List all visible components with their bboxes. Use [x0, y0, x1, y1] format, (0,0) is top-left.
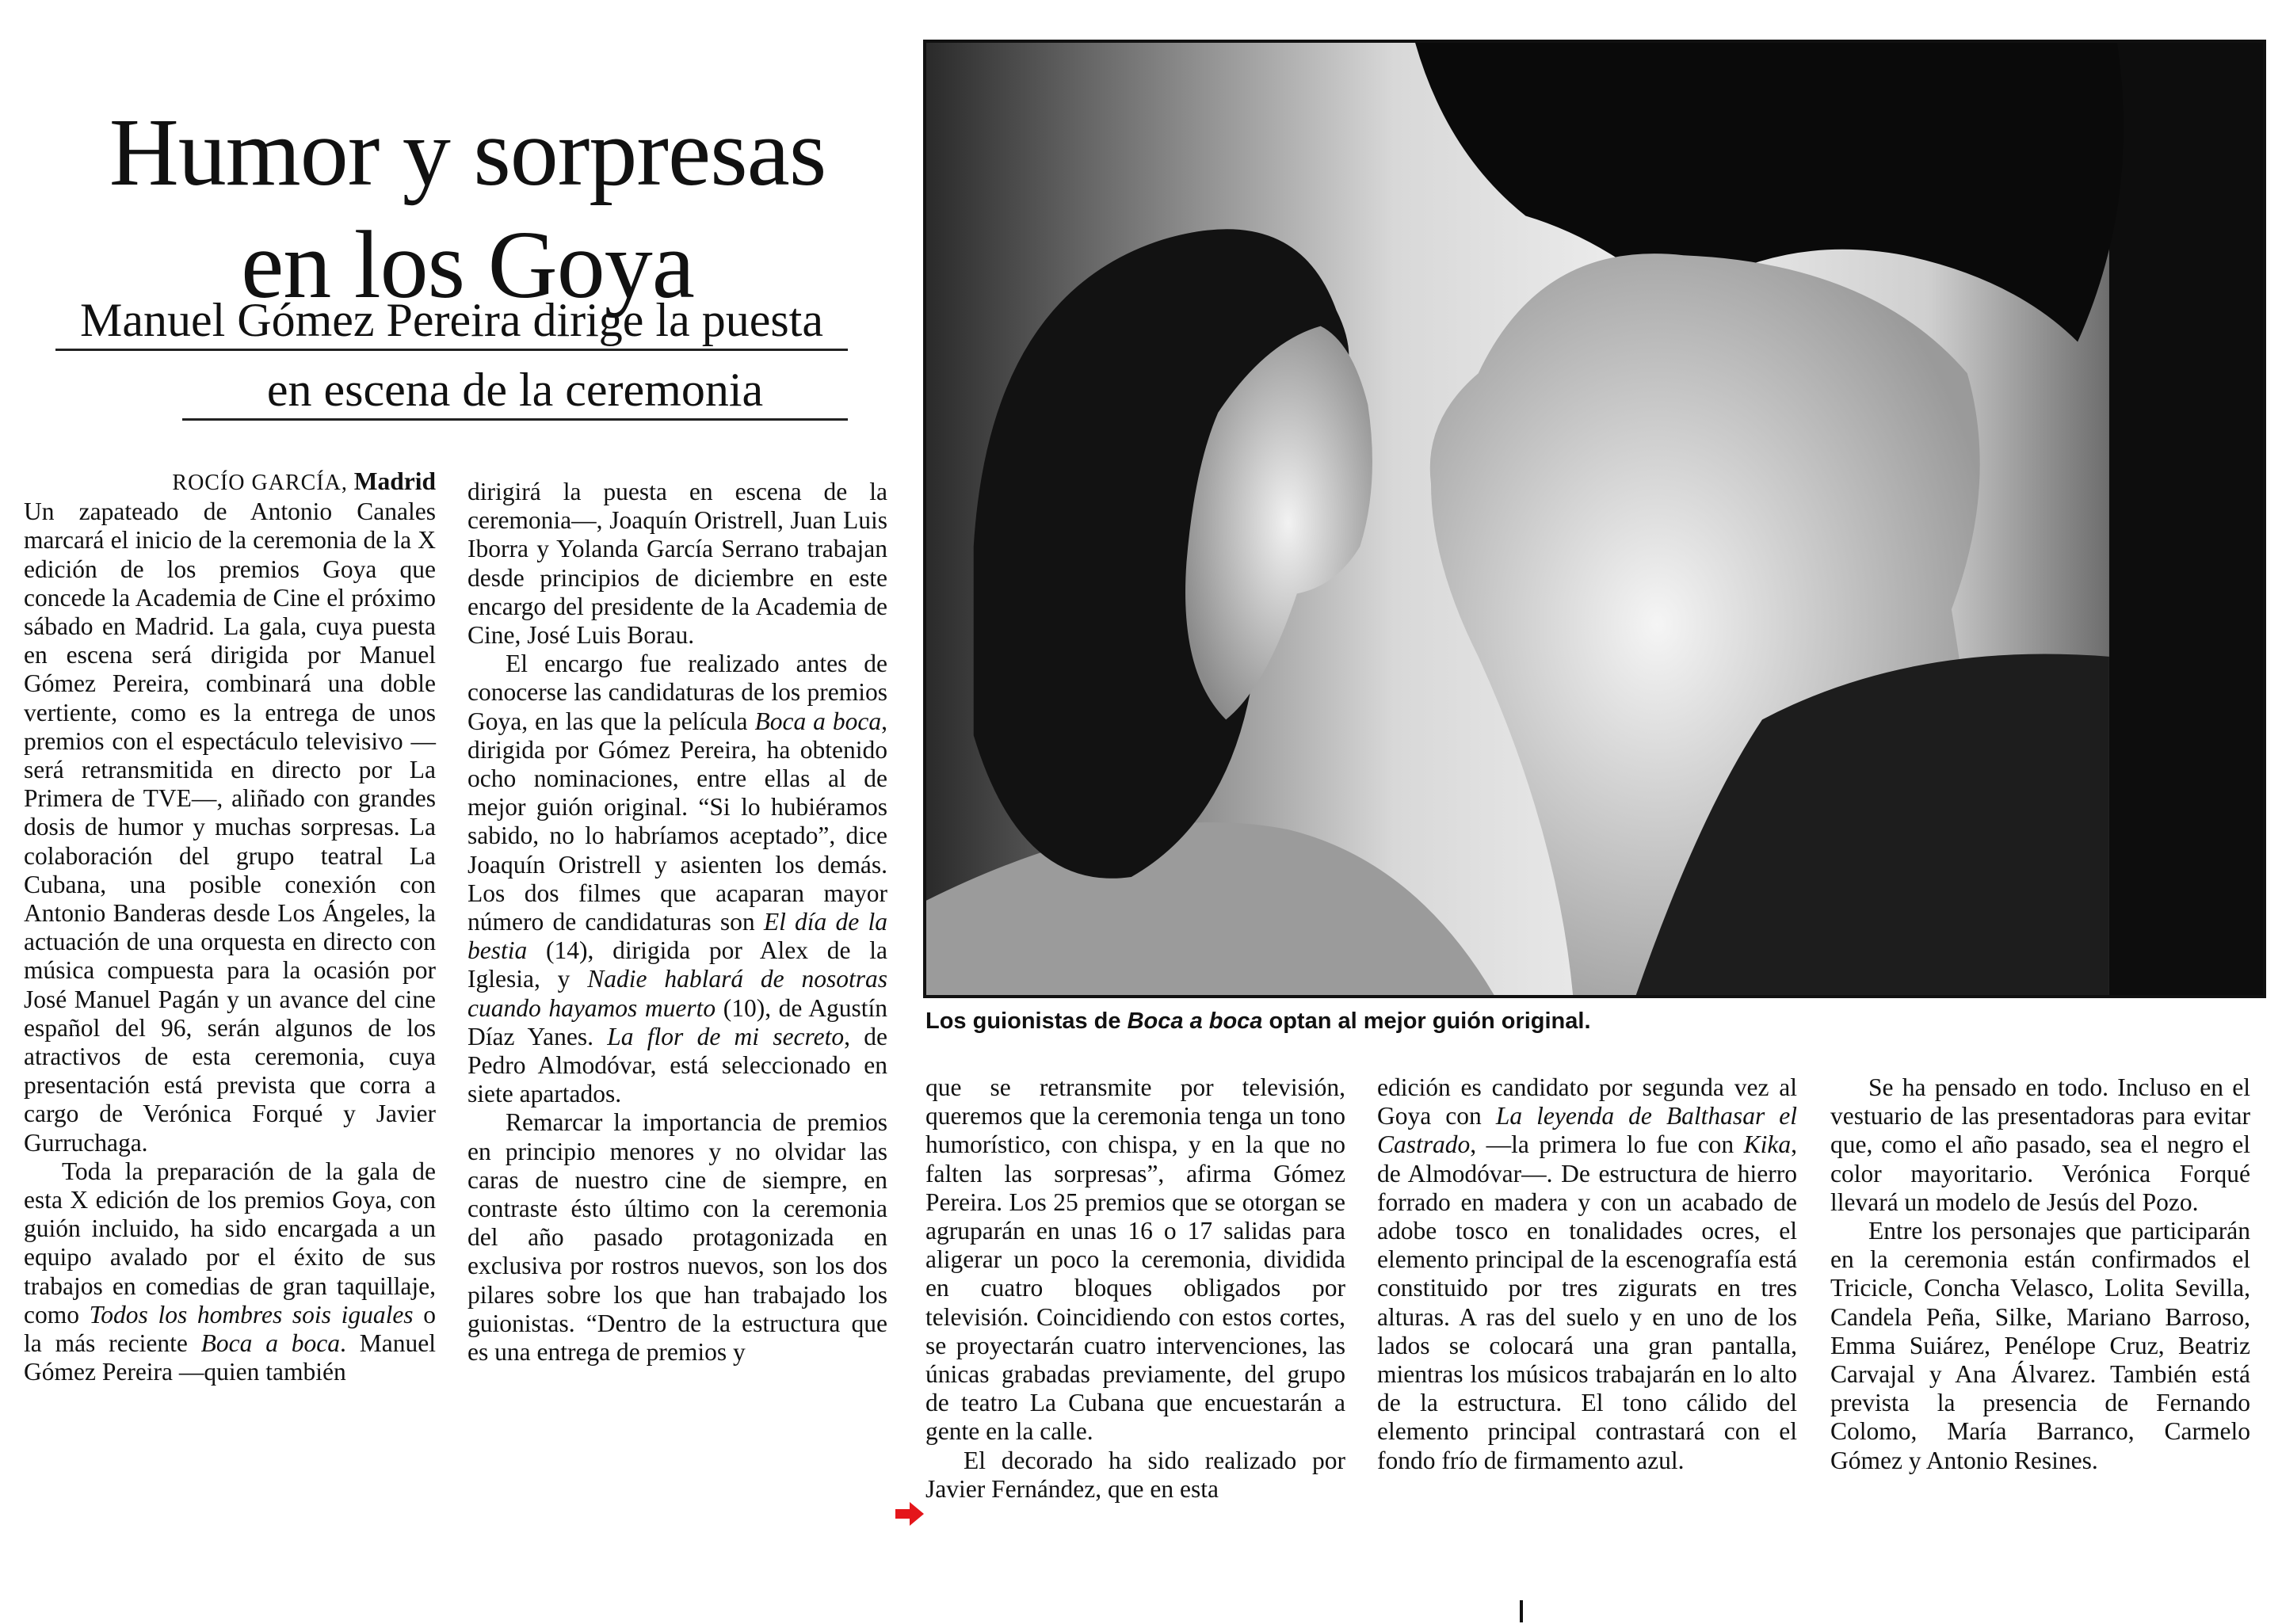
photo-illustration [926, 43, 2263, 995]
text-run: , de Almodóvar—. De estructura de hierro forrado en madera y con un acabado de adobe tosco en tonalidades ocres, el elemento principal de la escenografía está constituido por tres zigurats en tres alturas. A ras del suelo y en uno de los lados se colocará una gran pantalla, mientras los músicos trabajarán en lo alto de la estructura. El tono cálido del elemento principal contrastará con el fondo frío de firmamento azul. [1377, 1130, 1797, 1474]
text-run: . Manuel Gómez Pereira —quien también [24, 1329, 436, 1386]
text-run: , dirigida por Gómez Pereira, ha obtenido ocho nominaciones, entre ellas al de mejor guión original. “Si lo hubiéramos sabido, no lo habríamos aceptado”, dice Joaquín Oristrell y asienten los demás. Los dos filmes que acaparan mayor número de candidaturas son [467, 707, 887, 936]
text-run: edición es candidato por segunda vez al Goya con [1377, 1073, 1797, 1130]
caption-film-title: Boca a boca [1127, 1008, 1263, 1034]
text-run: (10), de Agustín Díaz Yanes. [467, 993, 888, 1050]
kiss-photo [923, 40, 2266, 998]
film-title: La leyenda de Balthasar el Castrado [1377, 1102, 1797, 1159]
article-column-4 [1377, 1073, 1797, 1475]
byline [24, 467, 436, 497]
article-paragraph: El decorado ha sido realizado por Javier Fernández, que en esta [925, 1446, 1345, 1503]
article-paragraph: Entre los personajes que participarán en la ceremonia están confirmados el Tricicle, Concha Velasco, Lolita Sevilla, Candela Peña, Silke, Mariano Barroso, Emma Suiárez, Penélope Cruz, Beatriz Carvajal y Ana Álvarez. También está prevista la presencia de Fernando Colomo, María Barranco, Carmelo Gómez y Antonio Resines. [1830, 1217, 2250, 1474]
subheadline-line-2: en escena de la ceremonia [182, 361, 848, 421]
article-paragraph: que se retransmite por televisión, queremos que la ceremonia tenga un tono humorístico, con chispa, y en la que no falten las sorpresas”, afirma Gómez Pereira. Los 25 premios que se otorgan se agruparán en unas 16 o 17 salidas para aligerar un poco la ceremonia, dividida en cuatro bloques obligados por televisión. Coincidiendo con estos cortes, se proyectarán cuatro intervenciones, las únicas grabadas previamente, del grupo de teatro La Cubana que encuestarán a gente en la calle. [925, 1073, 1345, 1446]
article-paragraph: Se ha pensado en todo. Incluso en el vestuario de las presentadoras para evitar que, como el año pasado, sea el negro el color mayoritario. Verónica Forqué llevará un modelo de Jesús del Pozo. [1830, 1073, 2250, 1216]
headline-line-2: en los Goya [241, 211, 694, 318]
headline [32, 97, 903, 322]
article-column-1 [24, 467, 436, 1387]
film-title: Kika [1743, 1130, 1792, 1159]
text-run: (14), dirigida por Alex de la Iglesia, y [467, 936, 887, 993]
caption-text-start: Los guionistas de [925, 1008, 1128, 1034]
article-paragraph [1377, 1073, 1797, 1475]
film-title: Todos los hombres sois iguales [89, 1300, 414, 1329]
article-paragraph [24, 1157, 436, 1387]
article-column-5 [1830, 1073, 2250, 1475]
film-title: Boca a boca [200, 1329, 341, 1358]
text-run: o la más reciente [24, 1300, 436, 1358]
text-run: , —la primera lo fue con [1470, 1130, 1744, 1159]
byline-place: Madrid [353, 467, 436, 495]
film-title: La flor de mi secreto [607, 1022, 845, 1050]
article-paragraph [467, 650, 887, 1108]
article-paragraph: Remarcar la importancia de premios en principio menores y no olvidar las caras de nuestro cine de siempre, en contraste ésto último con la ceremonia del año pasado protagonizada en exclusiva por rostros nuevos, son los dos pilares sobre los que han trabajado los guionistas. “Dentro de la estructura que es una entrega de premios y [467, 1108, 887, 1367]
text-run: El encargo fue realizado antes de conocerse las candidaturas de los premios Goya, en las que la película [467, 650, 887, 735]
text-run: Toda la preparación de la gala de esta X edición de los premios Goya, con guión incluido, ha sido encargada a un equipo avalado por el éxito de sus trabajos en comedias de gran taquillaje, como [24, 1157, 436, 1329]
article-paragraph: Un zapateado de Antonio Canales marcará el inicio de la ceremonia de la X edición de los premios Goya que concede la Academia de Cine el próximo sábado en Madrid. La gala, cuya puesta en escena será dirigida por Manuel Gómez Pereira, combinará una doble vertiente, como es la entrega de unos premios con el espectáculo televisivo —será retransmitida en directo por La Primera de TVE—, aliñado con grandes dosis de humor y muchas sorpresas. La colaboración del grupo teatral La Cubana, una posible conexión con Antonio Banderas desde Los Ángeles, la actuación de una orquesta en directo con música compuesta para la ocasión por José Manuel Pagán y un avance del cine español del 96, serán algunos de los atractivos de esta ceremonia, cuya presentación está prevista que corra a cargo de Verónica Forqué y Javier Gurruchaga. [24, 497, 436, 1157]
film-title: El día de la bestia [467, 908, 888, 965]
headline-line-1: Humor y sorpresas [109, 98, 826, 206]
text-run: , de Pedro Almodóvar, está seleccionado en siete apartados. [467, 1022, 887, 1108]
photo-caption [925, 1003, 2257, 1039]
caption-text-end: optan al mejor guión original. [1262, 1008, 1591, 1034]
column-rule [1520, 1600, 1523, 1622]
film-title: Boca a boca [754, 707, 882, 735]
byline-author: ROCÍO GARCÍA, [172, 471, 348, 495]
subheadline-line-1: Manuel Gómez Pereira dirige la puesta [55, 292, 848, 351]
article-column-2 [467, 478, 887, 1367]
article-paragraph: dirigirá la puesta en escena de la ceremonia—, Joaquín Oristrell, Juan Luis Iborra y Yolanda García Serrano trabajan desde principios de diciembre en este encargo del presidente de la Academia de Cine, José Luis Borau. [467, 478, 887, 650]
red-arrow-icon [895, 1502, 924, 1526]
article-column-3 [925, 1073, 1345, 1504]
film-title: Nadie hablará de nosotras cuando hayamos muerto [467, 965, 887, 1022]
